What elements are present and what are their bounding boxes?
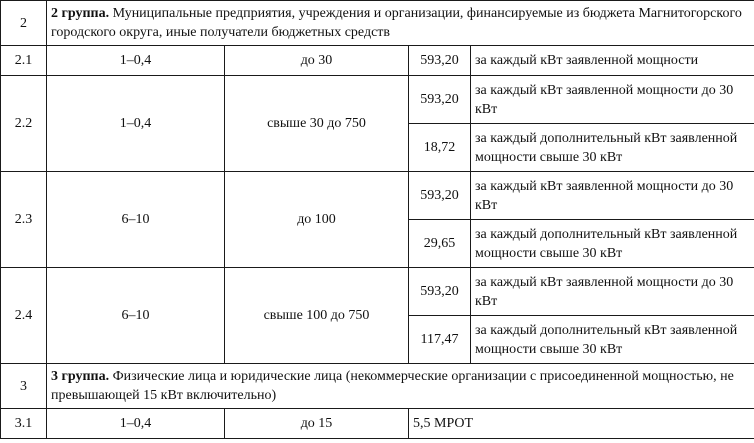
row-number: 2.1 xyxy=(1,46,47,76)
unit-cell: за каждый дополнительный кВт заявленной мощности свыше 30 кВт xyxy=(471,124,754,172)
row-number: 3.1 xyxy=(1,409,47,439)
power-cell: до 15 xyxy=(225,409,409,439)
unit-cell: за каждый кВт заявленной мощности до 30 кВт xyxy=(471,268,754,316)
unit-cell: за каждый дополнительный кВт заявленной мощности свыше 30 кВт xyxy=(471,220,754,268)
row-number: 2.2 xyxy=(1,76,47,172)
unit-cell: за каждый дополнительный кВт заявленной мощности свыше 30 кВт xyxy=(471,316,754,364)
table-row xyxy=(1,409,754,439)
group-label: 2 группа. xyxy=(51,6,110,21)
group-text: Муниципальные предприятия, учреждения и организации, финансируемые из бюджета Магнитогорского городского округа, иные получатели бюджетных средств xyxy=(51,6,742,40)
price-cell: 593,20 xyxy=(409,268,471,316)
price-cell: 29,65 xyxy=(409,220,471,268)
table-row xyxy=(1,46,754,76)
price-cell: 593,20 xyxy=(409,76,471,124)
row-number: 2.3 xyxy=(1,172,47,268)
unit-cell: за каждый кВт заявленной мощности xyxy=(471,46,754,76)
group-label: 3 группа. xyxy=(51,369,110,384)
unit-cell: за каждый кВт заявленной мощности до 30 кВт xyxy=(471,172,754,220)
table-row xyxy=(1,76,754,124)
power-cell: до 100 xyxy=(225,172,409,268)
group-description xyxy=(47,364,754,409)
price-cell: 593,20 xyxy=(409,172,471,220)
group-2-row xyxy=(1,1,754,46)
group-text: Физические лица и юридические лица (некоммерческие организации с присоединенной мощностью, не превышающей 15 кВт включительно) xyxy=(51,369,734,403)
power-cell: свыше 30 до 750 xyxy=(225,76,409,172)
group-number: 2 xyxy=(1,1,47,46)
row-number: 2.4 xyxy=(1,268,47,364)
price-cell: 117,47 xyxy=(409,316,471,364)
voltage-cell: 6–10 xyxy=(47,268,225,364)
price-cell: 18,72 xyxy=(409,124,471,172)
voltage-cell: 1–0,4 xyxy=(47,409,225,439)
voltage-cell: 6–10 xyxy=(47,172,225,268)
group-3-row xyxy=(1,364,754,409)
power-cell: до 30 xyxy=(225,46,409,76)
voltage-cell: 1–0,4 xyxy=(47,46,225,76)
voltage-cell: 1–0,4 xyxy=(47,76,225,172)
group-description xyxy=(47,1,754,46)
table-row xyxy=(1,268,754,316)
table-row xyxy=(1,172,754,220)
unit-cell: за каждый кВт заявленной мощности до 30 кВт xyxy=(471,76,754,124)
power-cell: свыше 100 до 750 xyxy=(225,268,409,364)
group-number: 3 xyxy=(1,364,47,409)
price-cell: 5,5 МРОТ xyxy=(409,409,754,439)
price-cell: 593,20 xyxy=(409,46,471,76)
